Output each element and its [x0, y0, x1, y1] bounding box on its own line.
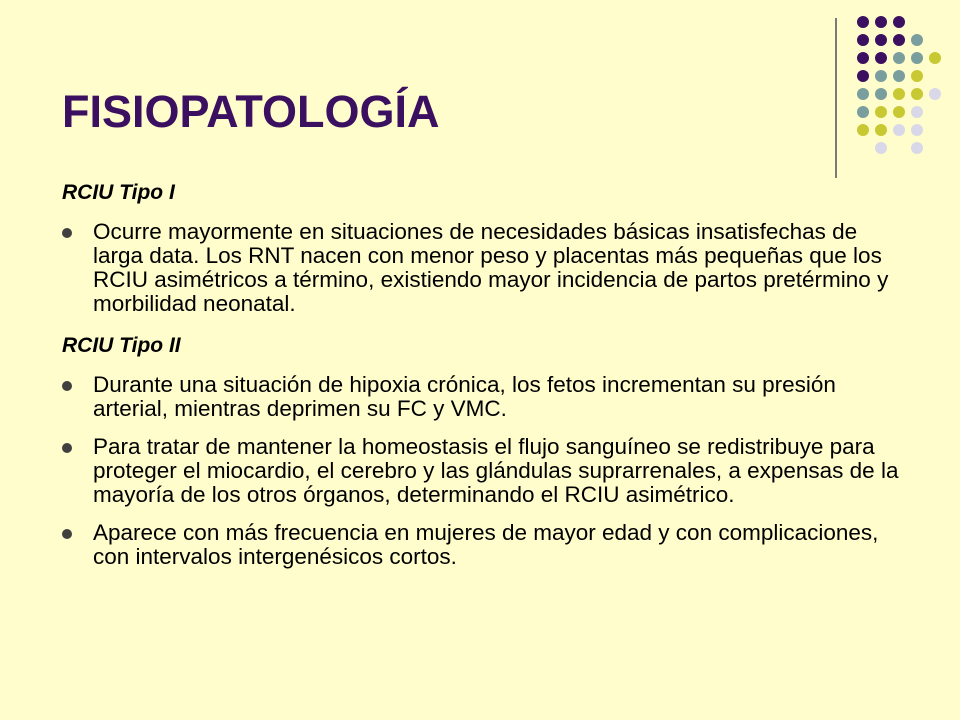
- bullet-icon: [62, 443, 72, 453]
- decor-dot: [875, 70, 887, 82]
- decor-dot: [875, 124, 887, 136]
- decor-dot: [857, 124, 869, 136]
- decor-dot: [911, 52, 923, 64]
- bullet-icon: [62, 529, 72, 539]
- decor-dot: [893, 34, 905, 46]
- decor-dot: [875, 16, 887, 28]
- slide-content: [62, 180, 902, 569]
- bullet-item: [62, 220, 902, 316]
- decor-dot: [857, 88, 869, 100]
- decor-dot: [893, 16, 905, 28]
- bullet-text: Ocurre mayormente en situaciones de necesidades básicas insatisfechas de larga data. Los RNT nacen con menor peso y placentas más pequeñas que los RCIU asimétricos a término, existiendo mayor incidencia de partos pretérmino y morbilidad neonatal.: [93, 219, 889, 316]
- decor-dot: [857, 16, 869, 28]
- decor-dot: [875, 88, 887, 100]
- bullet-item: [62, 521, 902, 569]
- decor-dot: [911, 34, 923, 46]
- bullet-text: Para tratar de mantener la homeostasis el flujo sanguíneo se redistribuye para proteger el miocardio, el cerebro y las glándulas suprarrenales, a expensas de la mayoría de los otros órganos, determinando el RCIU asimétrico.: [93, 434, 899, 507]
- section-heading-tipo-2: RCIU Tipo II: [62, 334, 181, 357]
- decor-dot: [893, 70, 905, 82]
- decor-dot: [857, 70, 869, 82]
- decor-dot: [857, 52, 869, 64]
- bullet-text: Aparece con más frecuencia en mujeres de mayor edad y con complicaciones, con intervalos intergenésicos cortos.: [93, 520, 879, 569]
- decor-dot: [911, 106, 923, 118]
- decor-dot: [875, 142, 887, 154]
- decor-dot: [875, 106, 887, 118]
- decor-dot: [893, 88, 905, 100]
- decor-dot: [857, 34, 869, 46]
- decor-dot: [893, 124, 905, 136]
- decor-dot: [875, 34, 887, 46]
- vertical-divider: [835, 18, 837, 178]
- bullet-item: [62, 373, 902, 421]
- bullet-text: Durante una situación de hipoxia crónica, los fetos incrementan su presión arterial, mientras deprimen su FC y VMC.: [93, 372, 836, 421]
- decor-dot: [893, 106, 905, 118]
- decor-dot: [911, 124, 923, 136]
- decor-dot: [911, 142, 923, 154]
- slide-title: FISIOPATOLOGÍA: [62, 86, 440, 137]
- section-heading-tipo-1: RCIU Tipo I: [62, 181, 175, 204]
- decor-dot: [911, 70, 923, 82]
- decor-dot: [875, 52, 887, 64]
- bullet-icon: [62, 381, 72, 391]
- decor-dot: [929, 88, 941, 100]
- decor-dot: [893, 52, 905, 64]
- bullet-item: [62, 435, 902, 507]
- bullet-icon: [62, 228, 72, 238]
- decor-dot: [857, 106, 869, 118]
- decor-dot: [929, 52, 941, 64]
- decor-dot: [911, 88, 923, 100]
